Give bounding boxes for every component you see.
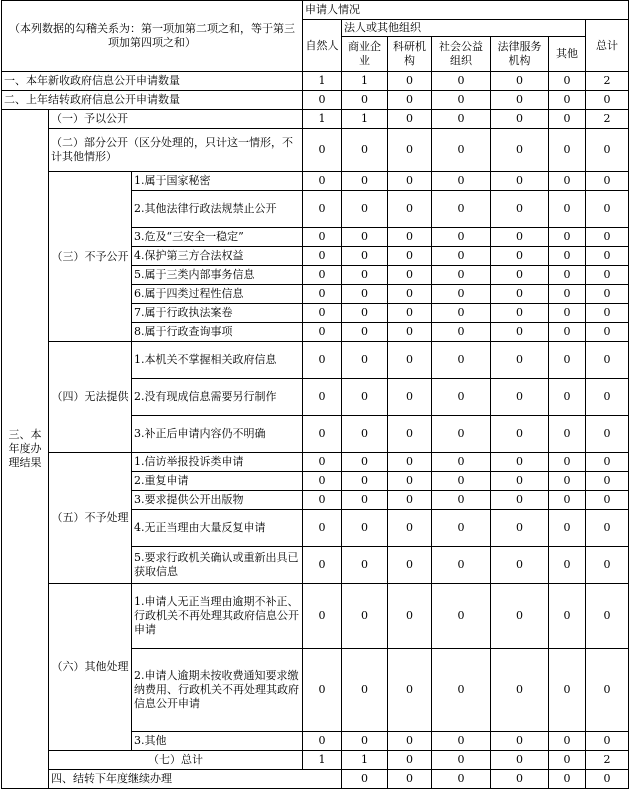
row-label: 4.保护第三方合法权益 <box>132 247 303 266</box>
row-label: 3.其他 <box>132 732 303 751</box>
cell: 0 <box>586 472 629 491</box>
cell: 0 <box>491 172 549 191</box>
cell: 0 <box>491 191 549 228</box>
cell: 0 <box>549 228 586 247</box>
cell: 0 <box>303 285 342 304</box>
cell: 0 <box>491 342 549 379</box>
cell: 0 <box>388 547 432 584</box>
cell: 2 <box>586 751 629 770</box>
cell: 0 <box>549 266 586 285</box>
header-row-1 <box>2 1 629 20</box>
cell: 0 <box>549 323 586 342</box>
cell: 0 <box>491 247 549 266</box>
table-row <box>2 172 629 191</box>
cell: 0 <box>432 453 491 472</box>
cell: 0 <box>388 72 432 91</box>
row-carry-forward <box>2 770 629 789</box>
cell: 0 <box>432 379 491 416</box>
row-label: 1.申请人无正当理由逾期不补正、行政机关不再处理其政府信息公开申请 <box>132 584 303 649</box>
cell: 0 <box>388 191 432 228</box>
natural-person-header: 自然人 <box>303 20 342 72</box>
cell: 0 <box>388 510 432 547</box>
cell: 0 <box>432 266 491 285</box>
cell: 0 <box>549 72 586 91</box>
cell: 1 <box>342 110 388 129</box>
cell: 0 <box>491 129 549 172</box>
cell: 0 <box>342 453 388 472</box>
cell: 0 <box>388 91 432 110</box>
cell: 0 <box>388 453 432 472</box>
group-not-processed: （五）不予处理 <box>49 453 132 584</box>
cell: 0 <box>388 172 432 191</box>
cell: 0 <box>342 191 388 228</box>
cell: 0 <box>388 751 432 770</box>
cell: 0 <box>342 342 388 379</box>
group-other-handling: （六）其他处理 <box>49 584 132 751</box>
col-research-header: 科研机构 <box>388 37 432 72</box>
row-label: 3.危及“三安全一稳定” <box>132 228 303 247</box>
row-label: 5.要求行政机关确认或重新出具已获取信息 <box>132 547 303 584</box>
cell: 0 <box>586 416 629 453</box>
cell: 0 <box>549 751 586 770</box>
cell: 0 <box>549 732 586 751</box>
row-label: 7.属于行政执法案卷 <box>132 304 303 323</box>
row-label: 二、上年结转政府信息公开申请数量 <box>2 91 303 110</box>
row-label: 2.其他法律行政法规禁止公开 <box>132 191 303 228</box>
cell: 1 <box>303 72 342 91</box>
cell: 0 <box>303 91 342 110</box>
row-disclosed <box>2 110 629 129</box>
cell: 0 <box>432 91 491 110</box>
group-unable-to-provide: （四）无法提供 <box>49 342 132 453</box>
applicant-header: 申请人情况 <box>303 1 629 20</box>
cell: 0 <box>586 342 629 379</box>
corner-note: （本列数据的勾稽关系为：第一项加第二项之和，等于第三项加第四项之和） <box>2 1 303 72</box>
cell: 0 <box>491 266 549 285</box>
cell: 0 <box>586 266 629 285</box>
cell: 0 <box>388 770 432 789</box>
row-label: 2.申请人逾期未按收费通知要求缴纳费用、行政机关不再处理其政府信息公开申请 <box>132 649 303 732</box>
cell: 0 <box>388 228 432 247</box>
row-label: 6.属于四类过程性信息 <box>132 285 303 304</box>
cell: 0 <box>491 91 549 110</box>
cell: 0 <box>586 379 629 416</box>
cell: 0 <box>342 510 388 547</box>
table-row <box>2 453 629 472</box>
cell: 0 <box>549 247 586 266</box>
row-label: 4.无正当理由大量反复申请 <box>132 510 303 547</box>
row-carried-over <box>2 91 629 110</box>
cell: 0 <box>549 547 586 584</box>
cell: 0 <box>491 323 549 342</box>
cell: 0 <box>549 510 586 547</box>
section-3-label: 三、本年度办理结果 <box>2 110 49 789</box>
cell: 0 <box>586 285 629 304</box>
row-label: 5.属于三类内部事务信息 <box>132 266 303 285</box>
cell: 0 <box>432 247 491 266</box>
row-label: 2.没有现成信息需要另行制作 <box>132 379 303 416</box>
cell: 0 <box>303 304 342 323</box>
cell: 0 <box>342 266 388 285</box>
cell: 0 <box>586 172 629 191</box>
row-subtotal <box>2 751 629 770</box>
cell: 0 <box>586 649 629 732</box>
cell: 0 <box>586 732 629 751</box>
cell: 0 <box>432 732 491 751</box>
group-not-disclosed: （三）不予公开 <box>49 172 132 342</box>
cell: 2 <box>586 72 629 91</box>
cell: 0 <box>491 379 549 416</box>
row-label: （二）部分公开（区分处理的，只计这一情形，不计其他情形） <box>49 129 303 172</box>
cell: 0 <box>388 416 432 453</box>
cell: 0 <box>586 91 629 110</box>
cell: 0 <box>342 323 388 342</box>
cell: 0 <box>549 472 586 491</box>
cell: 0 <box>432 547 491 584</box>
cell: 0 <box>303 266 342 285</box>
cell: 0 <box>586 453 629 472</box>
cell: 0 <box>491 510 549 547</box>
cell: 0 <box>432 584 491 649</box>
cell: 0 <box>342 770 388 789</box>
cell: 0 <box>491 453 549 472</box>
cell: 0 <box>549 110 586 129</box>
cell: 0 <box>549 649 586 732</box>
cell: 0 <box>491 751 549 770</box>
cell: 0 <box>491 285 549 304</box>
cell: 0 <box>342 732 388 751</box>
cell: 0 <box>303 191 342 228</box>
row-label: 1.本机关不掌握相关政府信息 <box>132 342 303 379</box>
cell: 0 <box>491 304 549 323</box>
cell: 0 <box>303 491 342 510</box>
cell: 0 <box>491 228 549 247</box>
cell: 0 <box>303 228 342 247</box>
cell: 0 <box>432 491 491 510</box>
cell: 0 <box>342 228 388 247</box>
cell: 0 <box>303 247 342 266</box>
cell: 0 <box>491 770 549 789</box>
cell: 0 <box>303 172 342 191</box>
col-legal-service-header: 法律服务机构 <box>491 37 549 72</box>
cell: 0 <box>342 304 388 323</box>
cell: 0 <box>491 491 549 510</box>
cell: 0 <box>549 342 586 379</box>
cell: 0 <box>303 584 342 649</box>
cell: 0 <box>432 129 491 172</box>
cell: 0 <box>342 247 388 266</box>
cell: 0 <box>491 732 549 751</box>
cell: 0 <box>303 379 342 416</box>
cell: 0 <box>388 110 432 129</box>
cell: 0 <box>549 129 586 172</box>
col-public-welfare-header: 社会公益组织 <box>432 37 491 72</box>
cell: 0 <box>432 472 491 491</box>
col-business-header: 商业企业 <box>342 37 388 72</box>
row-label: （一）予以公开 <box>49 110 303 129</box>
cell: 0 <box>388 129 432 172</box>
cell: 0 <box>432 323 491 342</box>
cell: 0 <box>432 72 491 91</box>
cell: 0 <box>549 770 586 789</box>
cell: 0 <box>586 770 629 789</box>
cell: 0 <box>342 649 388 732</box>
cell: 0 <box>342 547 388 584</box>
cell: 0 <box>491 547 549 584</box>
cell: 0 <box>586 228 629 247</box>
row-new-requests <box>2 72 629 91</box>
cell: 0 <box>586 323 629 342</box>
cell: 1 <box>342 751 388 770</box>
cell: 0 <box>388 649 432 732</box>
cell: 0 <box>303 472 342 491</box>
cell: 0 <box>432 751 491 770</box>
cell: 0 <box>491 649 549 732</box>
cell: 0 <box>388 732 432 751</box>
cell: 0 <box>388 304 432 323</box>
legal-group-header: 法人或其他组织 <box>342 20 586 37</box>
cell: 0 <box>432 228 491 247</box>
cell: 0 <box>303 649 342 732</box>
cell: 0 <box>586 191 629 228</box>
cell: 0 <box>388 491 432 510</box>
cell: 0 <box>549 584 586 649</box>
cell: 0 <box>303 453 342 472</box>
cell: 0 <box>586 510 629 547</box>
cell: 0 <box>342 584 388 649</box>
cell: 0 <box>388 266 432 285</box>
cell: 0 <box>303 547 342 584</box>
cell: 0 <box>303 510 342 547</box>
cell: 0 <box>549 453 586 472</box>
cell: 0 <box>491 472 549 491</box>
cell: 0 <box>586 584 629 649</box>
cell: 0 <box>491 584 549 649</box>
cell: 0 <box>549 379 586 416</box>
row-label: 1.属于国家秘密 <box>132 172 303 191</box>
row-label: 8.属于行政查询事项 <box>132 323 303 342</box>
cell: 0 <box>342 379 388 416</box>
cell: 0 <box>432 304 491 323</box>
cell: 0 <box>432 172 491 191</box>
row-label: 1.信访举报投诉类申请 <box>132 453 303 472</box>
cell: 0 <box>549 172 586 191</box>
cell: 0 <box>586 304 629 323</box>
total-header: 总计 <box>586 20 629 72</box>
cell: 1 <box>303 110 342 129</box>
row-label: 四、结转下年度继续办理 <box>49 770 342 789</box>
cell: 0 <box>388 247 432 266</box>
cell: 0 <box>586 247 629 266</box>
cell: 1 <box>342 72 388 91</box>
cell: 0 <box>549 416 586 453</box>
cell: 0 <box>342 416 388 453</box>
info-disclosure-table <box>1 0 629 789</box>
cell: 0 <box>342 285 388 304</box>
cell: 0 <box>342 472 388 491</box>
col-other-header: 其他 <box>549 37 586 72</box>
row-label: 一、本年新收政府信息公开申请数量 <box>2 72 303 91</box>
row-label: 3.要求提供公开出版物 <box>132 491 303 510</box>
cell: 0 <box>432 285 491 304</box>
cell: 0 <box>342 491 388 510</box>
cell: 0 <box>432 342 491 379</box>
cell: 0 <box>388 342 432 379</box>
cell: 0 <box>491 110 549 129</box>
cell: 0 <box>342 129 388 172</box>
cell: 0 <box>388 584 432 649</box>
cell: 0 <box>303 129 342 172</box>
cell: 0 <box>303 416 342 453</box>
cell: 0 <box>432 416 491 453</box>
cell: 0 <box>549 285 586 304</box>
row-label: （七）总计 <box>49 751 303 770</box>
cell: 0 <box>388 472 432 491</box>
cell: 0 <box>432 110 491 129</box>
cell: 0 <box>432 510 491 547</box>
cell: 0 <box>549 91 586 110</box>
cell: 0 <box>549 191 586 228</box>
cell: 0 <box>342 172 388 191</box>
cell: 0 <box>303 732 342 751</box>
table-row <box>2 342 629 379</box>
cell: 0 <box>342 91 388 110</box>
cell: 0 <box>432 191 491 228</box>
cell: 0 <box>432 770 491 789</box>
cell: 0 <box>303 323 342 342</box>
cell: 0 <box>586 547 629 584</box>
row-label: 2.重复申请 <box>132 472 303 491</box>
cell: 0 <box>388 323 432 342</box>
row-label: 3.补正后申请内容仍不明确 <box>132 416 303 453</box>
row-partially-disclosed <box>2 129 629 172</box>
cell: 0 <box>586 491 629 510</box>
cell: 0 <box>491 72 549 91</box>
cell: 0 <box>586 129 629 172</box>
cell: 0 <box>388 379 432 416</box>
cell: 0 <box>432 649 491 732</box>
cell: 0 <box>491 416 549 453</box>
cell: 0 <box>388 285 432 304</box>
cell: 2 <box>586 110 629 129</box>
table-row <box>2 584 629 649</box>
cell: 0 <box>303 342 342 379</box>
cell: 0 <box>549 491 586 510</box>
cell: 0 <box>549 304 586 323</box>
cell: 1 <box>303 751 342 770</box>
